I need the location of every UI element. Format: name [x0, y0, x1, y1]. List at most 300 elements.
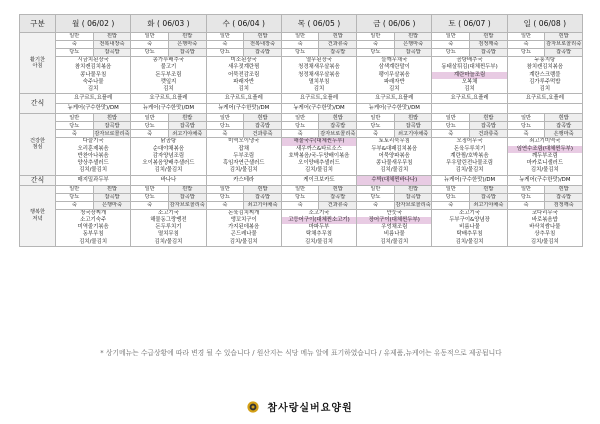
option-cell: 검정깨죽 — [470, 41, 508, 49]
option-cell: 죽 — [131, 201, 169, 209]
option-cell: 죽 — [281, 130, 319, 138]
option-cell: 검정깨죽 — [545, 201, 583, 209]
option-cell: 죽 — [357, 130, 395, 138]
dish: 김치 — [539, 86, 551, 92]
option-cell: 흰밥 — [93, 185, 131, 193]
option-cell: 건과류죽 — [470, 130, 508, 138]
option-cell: 일반 — [131, 33, 169, 41]
option-cell: 죽 — [131, 130, 169, 138]
option-cell: 흰밥 — [168, 114, 206, 122]
snack-row — [20, 104, 583, 114]
option-cell: 감자브로콜리죽 — [94, 130, 130, 137]
option-cell: 잡곡밥 — [470, 193, 508, 201]
dish: 열무된장국 — [305, 57, 332, 63]
meal-label: 건강한 점심 — [20, 114, 56, 175]
day-dishes — [131, 209, 206, 246]
option-cell: 잡곡밥 — [545, 122, 583, 130]
dish: 미역줄기볶음 — [77, 224, 109, 230]
dish: 해물동그랑땡전 — [150, 216, 187, 223]
option-row — [20, 49, 583, 57]
dish: 김치/물김치 — [380, 167, 409, 174]
option-cell: 죽 — [131, 41, 169, 49]
option-cell: 잡곡밥 — [244, 193, 282, 201]
option-cell: 죽 — [507, 41, 545, 49]
meal-label: 활기찬 아침 — [20, 33, 56, 94]
option-cell: 흰밥 — [470, 33, 508, 41]
option-cell: 쇠고기야채죽 — [470, 201, 508, 209]
dish: 오이양배추샐러드 — [298, 160, 340, 166]
dish: 앵꼬치구이 — [230, 216, 257, 223]
option-cell: 죽 — [206, 130, 244, 138]
option-cell: 흰밥 — [394, 33, 432, 41]
dish: 새우까스&타르소스 — [296, 145, 342, 152]
day-dishes — [507, 138, 582, 175]
dish: 바로볶음밥 — [531, 216, 558, 223]
option-cell: 일반 — [56, 185, 94, 193]
day-dishes — [507, 57, 582, 94]
option-cell: 죽 — [56, 41, 94, 49]
option-cell: 일반 — [507, 185, 545, 193]
dish-row — [20, 57, 583, 94]
organization-name: 참사랑실버요양원 — [267, 403, 353, 414]
dish: 마카로니샐러드 — [526, 160, 564, 166]
dish: 해물국수(대체찐두부) — [282, 138, 356, 145]
dish: 김치/물김치 — [455, 167, 484, 174]
dish: 김치/물김치 — [380, 238, 409, 245]
option-row — [20, 33, 583, 41]
snack-item: 매지밀과두부 — [56, 175, 131, 185]
dish: 들깨무채국 — [381, 57, 408, 63]
snack-item: 요구르트,요플레 — [507, 94, 582, 104]
option-cell: 잡곡밥 — [394, 193, 432, 201]
dish: 비름나물 — [383, 231, 405, 238]
dish: 삼색계란말이 — [378, 64, 410, 71]
dish: 파래자반 — [383, 78, 405, 85]
snack-item: 뉴케어(구수한맛)/DM — [56, 104, 131, 114]
option-cell: 일반 — [206, 33, 244, 41]
option-cell: 전복내장죽 — [93, 41, 131, 49]
option-cell: 일반 — [357, 33, 395, 41]
option-cell: 죽 — [206, 201, 244, 209]
option-cell: 흰밥 — [168, 33, 206, 41]
day-dishes — [206, 138, 281, 175]
day-header: 화 ( 06/03 ) — [131, 15, 206, 33]
option-cell: 당뇨 — [56, 49, 94, 57]
dish: 미소된장국 — [230, 57, 257, 63]
snack-row — [20, 94, 583, 104]
dish: 김치/물김치 — [79, 167, 108, 174]
option-row — [20, 114, 583, 122]
dish: 소고기국 — [158, 209, 179, 216]
option-cell: 감자브로콜리죽 — [546, 41, 582, 48]
option-cell: 일반 — [357, 114, 395, 122]
option-cell: 은행마죽 — [394, 41, 432, 49]
option-cell: 당뇨 — [507, 49, 545, 57]
option-cell: 당뇨 — [281, 193, 319, 201]
dish: 탁배추무침 — [456, 231, 483, 238]
dish: 우엉채조림 — [381, 224, 408, 230]
dish: 불고기 — [160, 64, 177, 71]
option-cell: 잡곡밥 — [168, 193, 206, 201]
day-dishes — [206, 57, 281, 94]
option-cell: 죽 — [507, 130, 545, 138]
dish: 김치 — [87, 86, 99, 92]
option-row — [20, 193, 583, 201]
option-cell: 흰밥 — [319, 114, 357, 122]
day-dishes — [56, 57, 131, 94]
snack-item: 요구르트,요플레 — [281, 94, 356, 104]
dish: 김치 — [238, 86, 249, 92]
option-cell: 잡곡밥 — [168, 122, 206, 130]
option-cell: 잡곡밥 — [168, 49, 206, 57]
option-cell: 잡곡밥 — [93, 193, 131, 201]
option-cell: 당뇨 — [507, 122, 545, 130]
option-cell: 당뇨 — [357, 193, 395, 201]
dish: 곤드레나물 — [230, 231, 257, 238]
meal-label: 간식 — [20, 94, 56, 114]
dish: 무우말린전나물조림 — [446, 160, 493, 166]
day-header: 금 ( 06/06 ) — [357, 15, 432, 33]
option-cell: 쇠고기야채죽 — [168, 130, 206, 138]
snack-item: 요구르트,요플레 — [206, 94, 281, 104]
option-cell: 잡곡밥 — [93, 49, 131, 57]
option-cell: 일반 — [507, 114, 545, 122]
snack-item: 수박(대체찐바나나) — [357, 175, 432, 185]
option-cell: 당뇨 — [206, 193, 244, 201]
dish: 팽이무살볶음 — [378, 71, 410, 78]
option-cell: 잡곡밥 — [319, 122, 357, 130]
footer — [0, 396, 600, 415]
option-cell: 당뇨 — [56, 193, 94, 201]
option-cell: 일반 — [131, 114, 169, 122]
dish: 고등어구이(대체찐소고기) — [282, 217, 356, 224]
dish: 호박볶음/국-두양배이볶음 — [288, 152, 350, 159]
dish: 콩나물무침 — [80, 71, 107, 78]
dish: 숙주나물 — [82, 78, 104, 85]
dish: 두부&대패김치볶음 — [371, 145, 418, 152]
snack-item: 뉴케어(구수한맛)/DM — [206, 104, 281, 114]
option-cell: 전복내장죽 — [244, 41, 282, 49]
dish: 계란스크램블 — [529, 71, 561, 78]
dish: 돈육김치찌개 — [228, 209, 260, 216]
snack-row — [20, 175, 583, 185]
day-dishes — [206, 209, 281, 246]
dish: 청경채새우살볶음 — [298, 64, 340, 71]
day-dishes — [357, 138, 432, 175]
dish: 소고기숙주 — [80, 216, 107, 223]
dish: 곰탕배추국 — [456, 57, 483, 63]
option-cell: 잡곡밥 — [244, 122, 282, 130]
day-dishes — [281, 57, 356, 94]
dish: 두부구이&양념장 — [449, 216, 490, 223]
dish: 참치캔김치볶음 — [526, 64, 564, 71]
day-dishes — [56, 209, 131, 246]
dish: 오이볶음양배추샐러드 — [142, 160, 195, 166]
dish: 닭곰탕 — [160, 138, 177, 145]
dish: 순대야채볶음 — [152, 145, 185, 152]
dish: 오복채 — [461, 78, 478, 85]
snack-item: 뉴케어(구수한맛)/DM — [432, 175, 507, 185]
day-header: 월 ( 06/02 ) — [56, 15, 131, 33]
option-row — [20, 185, 583, 193]
snack-item: 요구르트,요플레 — [56, 94, 131, 104]
dish: 김치 — [313, 86, 325, 92]
option-cell: 잡곡밥 — [319, 193, 357, 201]
dish: 깨두부조림 — [531, 152, 558, 159]
dish-row — [20, 138, 583, 175]
option-cell: 당뇨 — [56, 122, 94, 130]
snack-item: 케이크보카도 — [281, 175, 356, 185]
option-cell: 흰밥 — [93, 114, 131, 122]
snack-item: 카스테라 — [206, 175, 281, 185]
dish: 콩가루배추국 — [152, 57, 185, 63]
snack-item: 뉴케어(구수한맛)/DM — [507, 175, 582, 185]
dish: 김치 — [464, 86, 475, 92]
option-cell: 당뇨 — [131, 49, 169, 57]
option-row — [20, 122, 583, 130]
dish: 가지된데볶음 — [228, 224, 260, 230]
meal-label: 행복한 저녁 — [20, 185, 56, 246]
day-header: 토 ( 06/07 ) — [432, 15, 507, 33]
dish: 토토리묵무침 — [378, 138, 410, 145]
dish: 오리훈제볶음 — [77, 145, 109, 152]
snack-item — [507, 104, 582, 114]
day-dishes — [357, 57, 432, 94]
dish: 시금치된장국 — [77, 57, 109, 63]
dish: 김치/물김치 — [455, 238, 484, 245]
option-cell: 죽 — [432, 130, 470, 138]
option-cell: 일반 — [206, 114, 244, 122]
dish: 소고기국 — [459, 209, 480, 216]
option-row — [20, 41, 583, 49]
day-dishes — [432, 138, 507, 175]
dish: 새우젓계란찜 — [228, 64, 260, 71]
option-row — [20, 130, 583, 138]
dish: 김가루주먹밥 — [529, 78, 561, 85]
day-header: 일 ( 06/08 ) — [507, 15, 582, 33]
option-cell: 감자브로콜리죽 — [395, 201, 431, 208]
option-cell: 쇠고기야채죽 — [394, 130, 432, 138]
option-cell: 건과류죽 — [319, 41, 357, 49]
option-cell: 당뇨 — [281, 122, 319, 130]
option-cell: 일반 — [432, 33, 470, 41]
option-cell: 흰밥 — [394, 114, 432, 122]
dish: 장어구이(대체찐두부) — [357, 217, 431, 224]
dish: 김치/물김치 — [229, 167, 258, 174]
day-header: 목 ( 06/05 ) — [281, 15, 356, 33]
option-cell: 당뇨 — [432, 122, 470, 130]
option-cell: 흰밥 — [394, 185, 432, 193]
dish: 김치/물김치 — [229, 238, 258, 245]
dish: 임연수조림(대체찐두부) — [508, 146, 582, 153]
dish: 상추무침 — [534, 231, 556, 238]
snack-item: 뉴케어(구수한맛)/DM — [281, 104, 356, 114]
option-row — [20, 201, 583, 209]
option-cell: 건과류죽 — [244, 130, 282, 138]
dish: 바삭치쌈나물 — [529, 224, 561, 230]
option-cell: 일반 — [281, 33, 319, 41]
option-cell: 잡곡밥 — [394, 49, 432, 57]
dish: 김치/물김치 — [530, 167, 559, 174]
day-dishes — [357, 209, 432, 246]
option-cell: 당뇨 — [357, 122, 395, 130]
dish: 소고기국 — [308, 209, 330, 216]
option-cell: 당뇨 — [131, 193, 169, 201]
dish: 양상추샐러드 — [77, 160, 109, 166]
option-cell: 은행마죽 — [545, 130, 583, 138]
dish: 동부무침 — [82, 231, 104, 238]
dish: 계란찜/호박볶음 — [450, 152, 489, 159]
option-cell: 죽 — [281, 41, 319, 49]
dish-row — [20, 209, 583, 246]
dish: 쇠고기미역국 — [529, 138, 561, 145]
dish: 김치/물김치 — [79, 238, 108, 245]
option-cell: 흰밥 — [319, 185, 357, 193]
option-cell: 일반 — [432, 185, 470, 193]
day-dishes — [281, 209, 356, 246]
option-cell: 당뇨 — [432, 193, 470, 201]
dish: 다슬기국 — [82, 138, 104, 145]
option-cell: 건과류죽 — [319, 201, 357, 209]
dish: 코다리무국 — [531, 209, 558, 216]
option-cell: 일반 — [432, 114, 470, 122]
dish: 흑임자연근샐러드 — [222, 160, 265, 166]
day-dishes — [131, 138, 206, 175]
dish: 어묵양파볶음 — [378, 152, 410, 159]
header-category: 구분 — [20, 15, 56, 33]
snack-item: 뉴케어(구수한맛)/DM — [357, 104, 432, 114]
dish: 파래자반 — [233, 78, 255, 85]
option-cell: 잡곡밥 — [470, 122, 508, 130]
dish: 돈육두루치기 — [453, 145, 486, 152]
menu-note: * 상기메뉴는 수급상황에 따라 변경 될 수 있습니다 / 원산지는 식당 메뉴 알에 표기하였습니다 / 유제품,뉴케어는 유동적으로 제공됩니다 — [100, 349, 502, 357]
option-cell: 일반 — [357, 185, 395, 193]
day-dishes — [432, 209, 507, 246]
day-dishes — [281, 138, 356, 175]
option-cell: 잡곡밥 — [93, 122, 131, 130]
option-cell: 죽 — [206, 41, 244, 49]
option-cell: 일반 — [131, 185, 169, 193]
logo-icon — [247, 401, 259, 413]
meal-label: 간식 — [20, 175, 56, 185]
dish: 멸치무침 — [158, 231, 179, 238]
dish: 미역오이냉국 — [228, 138, 260, 145]
option-cell: 흰밥 — [545, 33, 583, 41]
dish: 오징어무국 — [456, 138, 483, 145]
option-cell: 일반 — [507, 33, 545, 41]
dish: 두부조림 — [233, 152, 255, 159]
dish: 김치 — [389, 86, 400, 92]
option-cell: 감자브로콜리죽 — [169, 201, 205, 208]
dish: 반찬아나볶음 — [77, 152, 109, 159]
snack-item: 뉴케어(구수한맛)/DM — [131, 104, 206, 114]
option-cell: 흰밥 — [470, 185, 508, 193]
option-cell: 잡곡밥 — [470, 49, 508, 57]
snack-item: 요구르트,요플레 — [432, 94, 507, 104]
option-cell: 흰밥 — [470, 114, 508, 122]
option-cell: 잡곡밥 — [244, 49, 282, 57]
option-cell: 흰밥 — [545, 185, 583, 193]
dish: 김치/물김치 — [530, 238, 559, 245]
option-cell: 쇠고기야채죽 — [244, 201, 282, 209]
snack-item: 요구르트,요플레 — [357, 94, 432, 104]
option-cell: 죽 — [432, 41, 470, 49]
snack-item: 바나나 — [131, 175, 206, 185]
option-cell: 은행마죽 — [168, 41, 206, 49]
dish: 돈두부조림 — [155, 71, 182, 78]
option-cell: 은행마죽 — [93, 201, 131, 209]
option-cell: 흰밥 — [244, 114, 282, 122]
dish: 청국장찌개 — [80, 209, 107, 216]
option-cell: 당뇨 — [206, 122, 244, 130]
dish: 계란마늘조림 — [432, 72, 506, 79]
option-cell: 죽 — [56, 130, 94, 138]
dish: 돈두루치기 — [155, 224, 182, 230]
option-cell: 흰밥 — [244, 185, 282, 193]
header-row — [20, 15, 583, 33]
option-cell: 잡곡밥 — [394, 122, 432, 130]
snack-item: 요구르트,요플레 — [131, 94, 206, 104]
dish: 콩나물새우무침 — [376, 160, 413, 166]
option-cell: 일반 — [281, 114, 319, 122]
option-cell: 당뇨 — [357, 49, 395, 57]
day-dishes — [432, 57, 507, 94]
dish: 김치/물김치 — [154, 167, 183, 174]
option-cell: 잡곡밥 — [545, 49, 583, 57]
dish: 어묵전감조림 — [228, 71, 260, 78]
day-dishes — [56, 138, 131, 175]
weekly-meal-table — [19, 14, 583, 247]
dish: 김치 — [163, 86, 174, 92]
dish: 김치/물김치 — [305, 238, 333, 245]
option-cell: 잡곡밥 — [545, 193, 583, 201]
dish: 만둣국 — [386, 209, 403, 216]
option-cell: 죽 — [281, 201, 319, 209]
dish: 청정채새우살볶음 — [298, 71, 340, 78]
option-cell: 당뇨 — [131, 122, 169, 130]
option-cell: 일반 — [56, 114, 94, 122]
option-cell: 죽 — [432, 201, 470, 209]
option-cell: 흰밥 — [93, 33, 131, 41]
option-cell: 흰밥 — [545, 114, 583, 122]
day-dishes — [507, 209, 582, 246]
dish: 탁채추무침 — [305, 231, 332, 238]
option-cell: 죽 — [357, 41, 395, 49]
option-cell: 흰밥 — [244, 33, 282, 41]
option-cell: 감자브로콜리죽 — [320, 130, 356, 137]
option-cell: 흰밥 — [168, 185, 206, 193]
option-cell: 일반 — [56, 33, 94, 41]
dish: 누룽지탕 — [534, 57, 556, 63]
option-cell: 당뇨 — [281, 49, 319, 57]
dish: 멸치부침 — [308, 78, 330, 85]
option-cell: 당뇨 — [507, 193, 545, 201]
dish: 감자양념조림 — [152, 152, 185, 159]
dish: 깻잎지 — [160, 78, 177, 85]
snack-item — [432, 104, 507, 114]
dish: 잡채 — [238, 145, 249, 152]
option-cell: 죽 — [56, 201, 94, 209]
option-cell: 흰밥 — [319, 33, 357, 41]
dish: 김치/물김치 — [305, 167, 333, 174]
option-cell: 당뇨 — [432, 49, 470, 57]
dish: 참치캔김치볶음 — [74, 64, 112, 71]
day-header: 수 ( 06/04 ) — [206, 15, 281, 33]
option-cell: 잡곡밥 — [319, 49, 357, 57]
dish: 비름나물 — [459, 224, 480, 230]
option-cell: 일반 — [281, 185, 319, 193]
day-dishes — [131, 57, 206, 94]
